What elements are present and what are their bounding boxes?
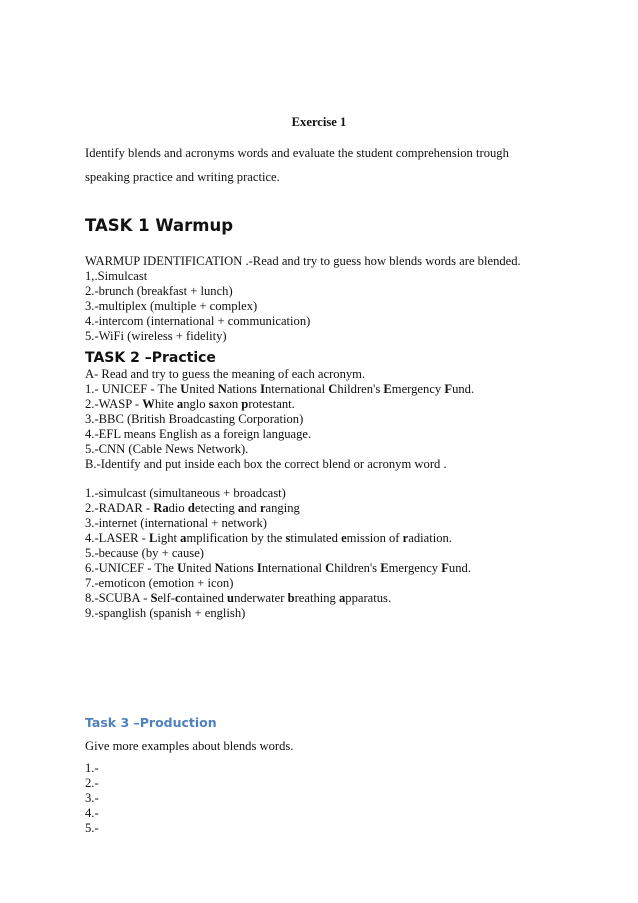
task1-line: 3.-multiplex (multiple + complex) xyxy=(85,299,258,313)
task3-instruction: Give more examples about blends words. xyxy=(85,739,294,753)
task2-line: 6.-UNICEF - The United Nations International Children's Emergency Fund. xyxy=(85,561,471,575)
task1-line: 1,.Simulcast xyxy=(85,269,148,283)
task2-line: 7.-emoticon (emotion + icon) xyxy=(85,576,234,590)
task1-heading: TASK 1 Warmup xyxy=(85,216,234,235)
task3-list xyxy=(85,761,99,836)
task2-line: 2.-RADAR - Radio detecting and ranging xyxy=(85,501,300,515)
task1-list xyxy=(85,254,521,344)
task2-line: 4.-LASER - Light amplification by the stimulated emission of radiation. xyxy=(85,531,452,545)
task3-heading: Task 3 –Production xyxy=(85,715,217,730)
task2-line: 3.-BBC (British Broadcasting Corporation) xyxy=(85,412,304,426)
task1-line: WARMUP IDENTIFICATION .-Read and try to guess how blends words are blended. xyxy=(85,254,521,268)
task2-line: 5.-CNN (Cable News Network). xyxy=(85,442,249,456)
task3-item: 2.- xyxy=(85,776,99,790)
task1-line: 5.-WiFi (wireless + fidelity) xyxy=(85,329,227,343)
task2-heading: TASK 2 –Practice xyxy=(85,350,216,366)
task2-line: 3.-internet (international + network) xyxy=(85,516,267,530)
task3-item: 1.- xyxy=(85,761,99,775)
task2-line: B.-Identify and put inside each box the correct blend or acronym word . xyxy=(85,457,447,471)
task2-line: 1.-simulcast (simultaneous + broadcast) xyxy=(85,486,286,500)
task2-line: A- Read and try to guess the meaning of each acronym. xyxy=(85,367,366,381)
task2-line: 9.-spanglish (spanish + english) xyxy=(85,606,246,620)
task1-line: 2.-brunch (breakfast + lunch) xyxy=(85,284,233,298)
task2-line: 5.-because (by + cause) xyxy=(85,546,204,560)
task2-line: 4.-EFL means English as a foreign language. xyxy=(85,427,312,441)
task2-line: 2.-WASP - White anglo saxon protestant. xyxy=(85,397,295,411)
task2-list-a xyxy=(85,367,474,472)
task3-item: 5.- xyxy=(85,821,99,835)
task2-line: 1.- UNICEF - The United Nations International Children's Emergency Fund. xyxy=(85,382,475,396)
task2-line: 8.-SCUBA - Self-contained underwater breathing apparatus. xyxy=(85,591,392,605)
exercise-title: Exercise 1 xyxy=(291,115,347,129)
task1-line: 4.-intercom (international + communication) xyxy=(85,314,311,328)
task2-list-b xyxy=(85,486,471,621)
intro-line-1: Identify blends and acronyms words and evaluate the student comprehension trough xyxy=(85,146,509,160)
task3-item: 4.- xyxy=(85,806,99,820)
intro-line-2: speaking practice and writing practice. xyxy=(85,170,280,184)
task3-item: 3.- xyxy=(85,791,99,805)
